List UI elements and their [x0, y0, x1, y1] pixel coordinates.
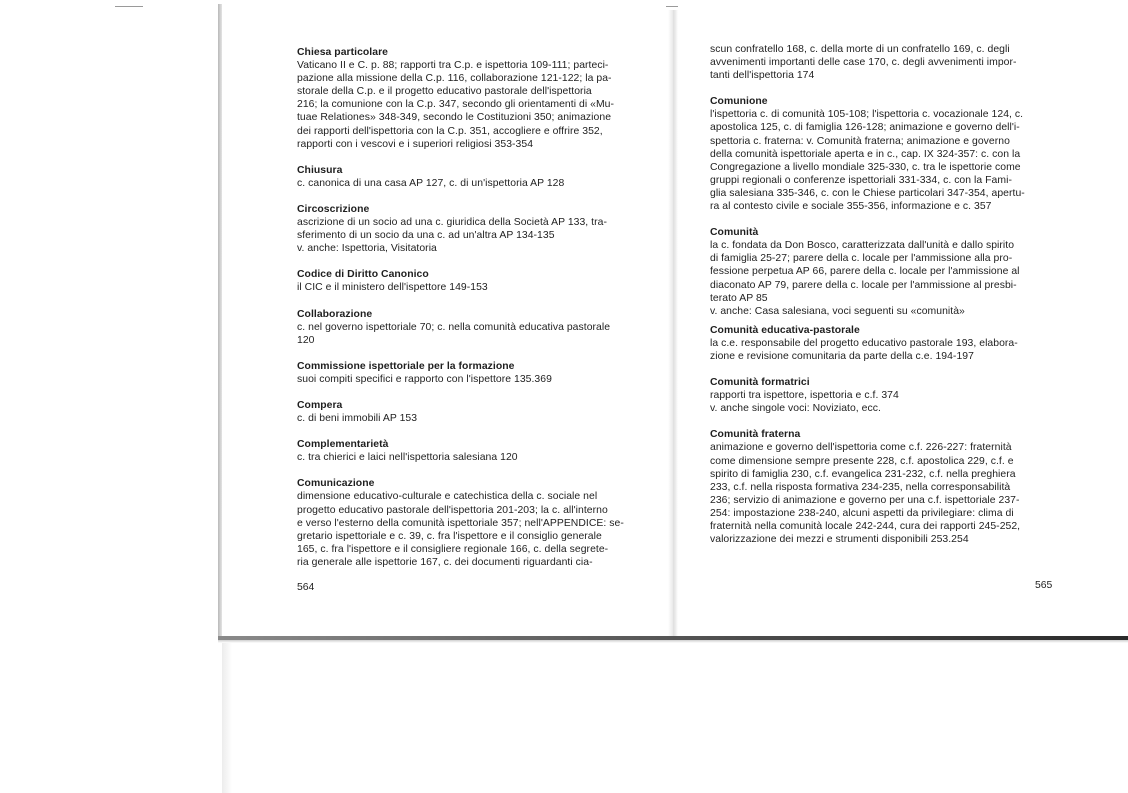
index-term: Comunicazione	[297, 478, 375, 490]
index-definition: Vaticano II e C. p. 88; rapporti tra C.p. e ispettoria 109-111; parteci- pazione alla missione della C.p. 116, collaborazione 121-122; la pa- storale della C.p. e il progetto educativo pastorale dell'ispettoria 216; la comunione con la C.p. 347, secondo gli orientamenti di «Mu- tuae Relationes» 348-349, secondo le Costituzioni 350; animazione dei rapporti dell'ispettoria con la C.p. 351, accogliere e offrire 352, rapporti con i vescovi e i superiori religiosi 353-354	[297, 60, 614, 150]
index-term: Compera	[297, 399, 343, 411]
index-definition: rapporti tra ispettore, ispettoria e c.f. 374 v. anche singole voci: Noviziato, ecc.	[710, 390, 899, 415]
index-definition: la c. fondata da Don Bosco, caratterizzata dall'unità e dallo spirito di famiglia 25-27; parere della c. locale per l'ammissione alla pro- fessione perpetua AP 66, parere della c. locale per l'ammissione al diaconato AP 79, parere della c. locale per l'ammissione al presbi- terato AP 85 v. anche: Casa salesiana, voci seguenti su «comunità»	[710, 240, 1020, 317]
index-term: Commissione ispettoriale per la formazione	[297, 360, 515, 372]
index-definition: c. nel governo ispettoriale 70; c. nella comunità educativa pastorale 120	[297, 321, 611, 346]
index-term: Collaborazione	[297, 308, 373, 320]
index-term: Circoscrizione	[297, 203, 370, 215]
book-gutter	[668, 10, 678, 638]
index-entry	[297, 308, 637, 347]
index-entry	[710, 226, 1050, 318]
index-term: Comunità	[710, 227, 759, 239]
index-entry	[297, 477, 637, 569]
index-definition: c. di beni immobili AP 153	[297, 413, 418, 425]
index-entry	[710, 95, 1050, 213]
index-entry	[710, 324, 1050, 363]
index-term: Comunità formatrici	[710, 377, 810, 389]
index-definition: c. tra chierici e laici nell'ispettoria salesiana 120	[297, 452, 518, 464]
index-entry	[297, 399, 637, 425]
left-page-column	[297, 46, 637, 582]
index-definition: animazione e governo dell'ispettoria come c.f. 226-227: fraternità come dimensione sempre presente 228, c.f. apostolica 229, c.f. e spirito di famiglia 230, c.f. evangelica 231-232, c.f. nella preghiera 233, c.f. nella risposta formativa 234-235, nella corresponsabilità 236; servizio di animazione e governo per una c.f. ispettoriale 237- 254: impostazione 238-240, alcuni aspetti da privilegiare: clima di fraternità nella comunità locale 242-244, cura dei rapporti 245-252, valorizzazione dei mezzi e strumenti disponibili 253.254	[710, 442, 1021, 546]
page-number-right: 565	[1035, 580, 1053, 591]
index-definition: la c.e. responsabile del progetto educativo pastorale 193, elabora- zione e revisione comunitaria da parte della c.e. 194-197	[710, 337, 1018, 362]
right-page-column	[710, 43, 1050, 559]
scan-edge-mark	[666, 6, 678, 7]
scan-edge-mark	[115, 6, 143, 7]
index-entry	[297, 164, 637, 190]
index-entry	[710, 376, 1050, 415]
index-entry	[710, 428, 1050, 546]
page-number-left: 564	[297, 582, 315, 593]
scan-shadow	[222, 643, 232, 793]
index-definition: l'ispettoria c. di comunità 105-108; l'ispettoria c. vocazionale 124, c. apostolica 125, c. di famiglia 126-128; animazione e governo dell'i- spettoria c. fraterna: v. Comunità fraterna; animazione e governo della comunità ispettoriale aperta e in c., cap. IX 324-357: c. con la Congregazione a livello mondiale 325-330, c. tra le ispettorie come gruppi regionali o conferenze ispettoriali 331-334, c. con la Fami- glia salesiana 335-346, c. con le Chiese particolari 347-354, apertu- ra al contesto civile e sociale 355-356, informazione e c. 357	[710, 109, 1025, 213]
index-entry	[297, 203, 637, 255]
index-entry	[297, 438, 637, 464]
continued-entry	[710, 43, 1050, 82]
index-term: Chiesa particolare	[297, 47, 388, 58]
index-term: Comunità educativa-pastorale	[710, 324, 860, 336]
index-term: Comunità fraterna	[710, 429, 801, 441]
index-entry	[297, 46, 637, 151]
index-term: Chiusura	[297, 164, 343, 176]
index-entry	[297, 268, 637, 294]
index-definition: suoi compiti specifici e rapporto con l'ispettore 135.369	[297, 373, 552, 385]
index-term: Codice di Diritto Canonico	[297, 269, 429, 281]
index-term: Comunione	[710, 96, 768, 108]
index-definition: dimensione educativo-culturale e catechistica della c. sociale nel progetto educativo pastorale dell'ispettoria 201-203; la c. all'interno e verso l'esterno della comunità ispettoriale 357; nell'APPENDICE: se- gretario ispettoriale e c. 39, c. fra l'ispettore e il consiglio generale 165, c. fra l'ispettore e il consigliere regionale 166, c. della segrete- ria generale alle ispettorie 167, c. dei documenti riguardanti cia-	[297, 491, 624, 568]
index-definition: ascrizione di un socio ad una c. giuridica della Società AP 133, tra- sferimento di un socio da una c. ad un'altra AP 134-135 v. anche: Ispettoria, Visitatoria	[297, 217, 607, 255]
index-definition-continued: scun confratello 168, c. della morte di un confratello 169, c. degli avvenimenti importanti delle case 170, c. degli avvenimenti impor- tanti dell'ispettoria 174	[710, 44, 1017, 82]
page-bottom-shadow	[218, 640, 1128, 643]
left-page-edge	[218, 4, 222, 640]
index-definition: il CIC e il ministero dell'ispettore 149-153	[297, 282, 488, 294]
index-definition: c. canonica di una casa AP 127, c. di un'ispettoria AP 128	[297, 177, 565, 189]
index-term: Complementarietà	[297, 439, 389, 451]
index-entry	[297, 360, 637, 386]
